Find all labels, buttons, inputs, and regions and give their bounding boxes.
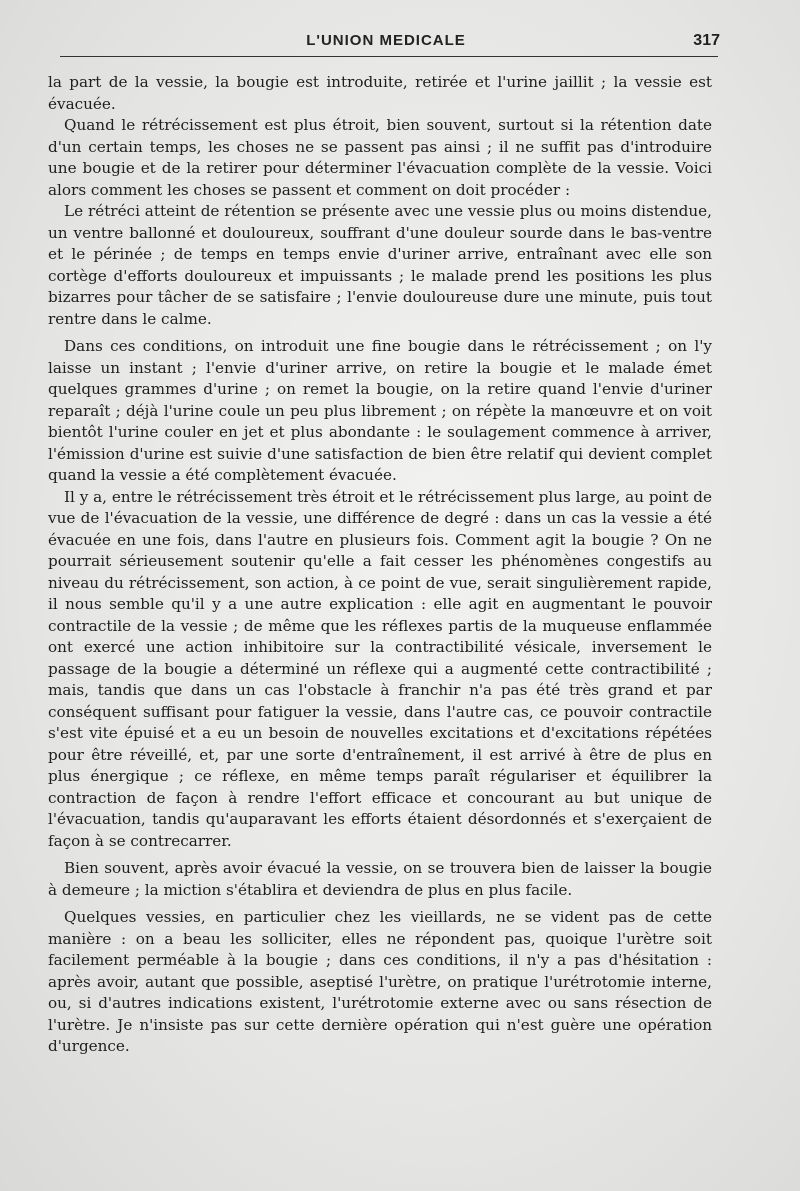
header-rule (60, 56, 718, 57)
paragraph: Il y a, entre le rétrécissement très étroit et le rétrécissement plus large, au point de vue de l'évacuation de la vessie, une différence de degré : dans un cas la vessie a été évacuée en une fois, dans l'autre en plusieurs fois. Comment agit la bougie ? On ne pourrait sérieusement soutenir qu'elle a fait cesser les phénomènes congestifs au niveau du rétrécissement, son action, à ce point de vue, serait singulièrement rapide, il nous semble qu'il y a une autre explication : elle agit en augmentant le pouvoir contractile de la vessie ; de même que les réflexes partis de la muqueuse enflammée ont exercé une action inhibitoire sur la contractibilité vésicale, inversement le passage de la bougie a déterminé un réflexe qui a augmenté cette contractibilité ; mais, tandis que dans un cas l'obstacle à franchir n'a pas été très grand et par conséquent suffisant pour fatiguer la vessie, dans l'autre cas, ce pouvoir contractile s'est vite épuisé et a eu un besoin de nouvelles excitations et d'excitations répétées pour être réveillé, et, par une sorte d'entraînement, il est arrivé à être de plus en plus énergique ; ce réflexe, en même temps paraît régulariser et équilibrer la contraction de façon à rendre l'effort efficace et concourant au but unique de l'évacuation, tandis qu'auparavant les efforts étaient désordonnés et s'exerçaient de façon à se contrecarrer. (48, 487, 712, 850)
paragraph: Dans ces conditions, on introduit une fine bougie dans le rétrécissement ; on l'y laisse un instant ; l'envie d'uriner arrive, on retire la bougie et le malade émet quelques grammes d'urine ; on remet la bougie, on la retire quand l'envie d'uriner reparaît ; déjà l'urine coule un peu plus librement ; on répète la manœuvre et on voit bientôt l'urine couler en jet et plus abondante : le soulagement commence à arriver, l'émission d'urine est suivie d'une satisfaction de bien être relatif qui devient complet quand la vessie a été complètement évacuée. (48, 337, 712, 484)
paragraph: Quelques vessies, en particulier chez les vieillards, ne se vident pas de cette manière : on a beau les solliciter, elles ne répondent pas, quoique l'urètre soit facilement perméable à la bougie ; dans ces conditions, il n'y a pas d'hésitation : après avoir, autant que possible, aseptisé l'urètre, on pratique l'urétrotomie interne, ou, si d'autres indications existent, l'urétrotomie externe avec ou sans résection de l'urètre. Je n'insiste pas sur cette dernière opération qui n'est guère une opération d'urgence. (48, 908, 712, 1055)
page-header (60, 28, 720, 58)
paragraph: la part de la vessie, la bougie est introduite, retirée et l'urine jaillit ; la vessie est évacuée. (48, 73, 712, 113)
page-number: 317 (693, 32, 720, 49)
running-title: L'UNION MEDICALE (306, 32, 466, 49)
paragraph: Quand le rétrécissement est plus étroit, bien souvent, surtout si la rétention date d'un certain temps, les choses ne se passent pas ainsi ; il ne suffit pas d'introduire une bougie et de la retirer pour déterminer l'évacuation complète de la vessie. Voici alors comment les choses se passent et comment on doit procéder : (48, 116, 712, 199)
body-text (48, 72, 712, 1058)
paragraph: Le rétréci atteint de rétention se présente avec une vessie plus ou moins distendue, un ventre ballonné et douloureux, souffrant d'une douleur sourde dans le bas-ventre et le périnée ; de temps en temps envie d'uriner arrive, entraînant avec elle son cortège d'efforts douloureux et impuissants ; le malade prend les positions les plus bizarres pour tâcher de se satisfaire ; l'envie douloureuse dure une minute, puis tout rentre dans le calme. (48, 202, 712, 328)
paragraph: Bien souvent, après avoir évacué la vessie, on se trouvera bien de laisser la bougie à demeure ; la miction s'établira et deviendra de plus en plus facile. (48, 859, 712, 899)
